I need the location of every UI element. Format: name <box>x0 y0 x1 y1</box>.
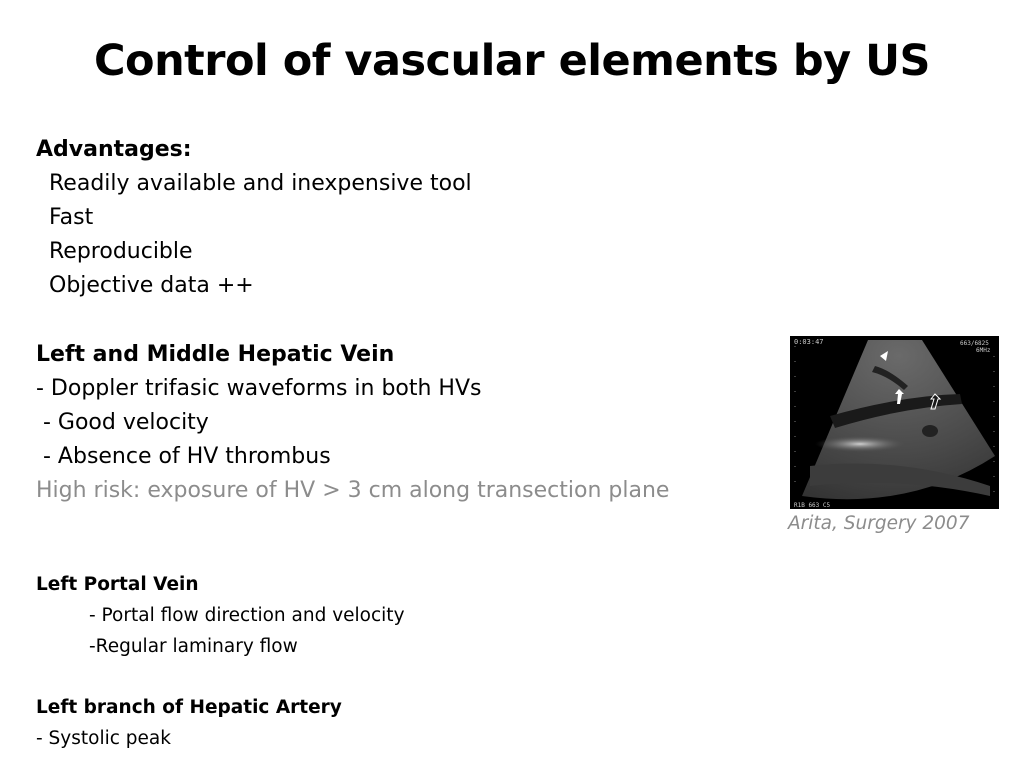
ultrasound-image <box>790 336 999 509</box>
hepatic-vein-item: - Doppler trifasic waveforms in both HVs <box>36 376 482 401</box>
advantage-item: Readily available and inexpensive tool <box>49 171 472 196</box>
portal-vein-item: - Portal flow direction and velocity <box>89 605 405 626</box>
hepatic-vein-item: - Good velocity <box>36 410 209 435</box>
advantage-item: Objective data ++ <box>49 273 254 298</box>
ultrasound-timestamp: 0:03:47 <box>794 338 824 346</box>
image-citation: Arita, Surgery 2007 <box>788 513 970 534</box>
hepatic-vein-item: - Absence of HV thrombus <box>36 444 331 469</box>
portal-vein-item: -Regular laminary flow <box>89 636 298 657</box>
advantage-item: Fast <box>49 205 94 230</box>
slide-title: Control of vascular elements by US <box>93 36 931 86</box>
hepatic-artery-heading: Left branch of Hepatic Artery <box>36 697 342 718</box>
ultrasound-frequency-label: 6MHz <box>976 347 991 354</box>
ultrasound-bottom-label: R1B 663 C5 <box>794 502 831 509</box>
hepatic-artery-item: - Systolic peak <box>36 728 171 749</box>
hepatic-vein-heading: Left and Middle Hepatic Vein <box>36 342 395 367</box>
advantages-heading: Advantages: <box>36 137 192 162</box>
portal-vein-heading: Left Portal Vein <box>36 574 199 595</box>
advantage-item: Reproducible <box>49 239 193 264</box>
high-risk-note: High risk: exposure of HV > 3 cm along transection plane <box>36 478 670 503</box>
ultrasound-scan-graphic <box>790 336 999 509</box>
ultrasound-corner-label: 663/6825 <box>960 340 989 347</box>
